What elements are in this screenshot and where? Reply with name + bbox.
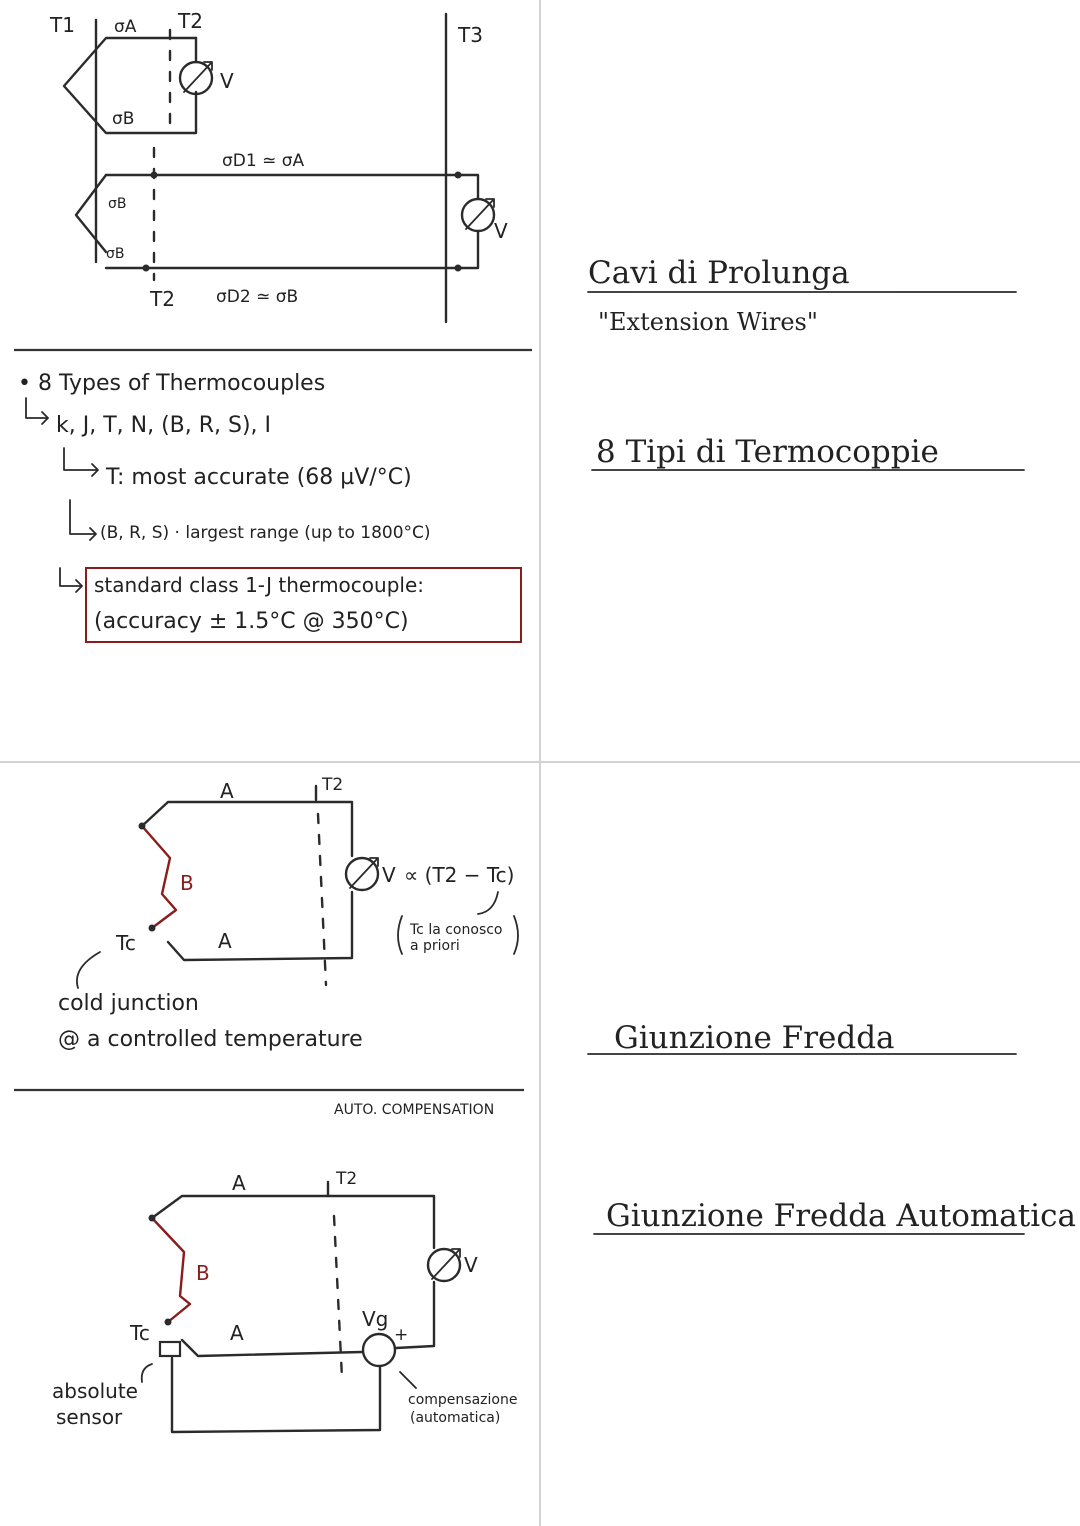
arrow-icon-3	[70, 500, 96, 540]
wire-a-bottom-auto	[182, 1340, 362, 1356]
subtitle-extension-wires: "Extension Wires"	[598, 308, 818, 336]
wire-a-top	[142, 802, 352, 856]
label-t2-auto: T2	[336, 1169, 358, 1189]
caption-line-1: cold junction	[58, 991, 199, 1016]
relation-arrow-icon	[478, 892, 498, 914]
auto-compensation-diagram	[52, 1169, 517, 1432]
label-a-top-auto: A	[232, 1171, 246, 1195]
label-t1: T1	[50, 13, 75, 37]
thermocouple-types-notes	[18, 371, 521, 642]
label-meter: V	[382, 863, 396, 887]
label-meter-top: V	[220, 69, 234, 93]
label-left-a: σB	[108, 196, 127, 212]
label-relation: ∝ (T2 − Tc)	[404, 863, 515, 887]
label-t2: T2	[322, 775, 344, 795]
label-a-bottom: A	[218, 929, 232, 953]
sensor-pointer	[142, 1364, 152, 1382]
note-line-2: a priori	[410, 938, 460, 954]
label-wire-top: σD1 ≃ σA	[222, 151, 305, 171]
caption-line-2: @ a controlled temperature	[58, 1027, 363, 1052]
note-line-1: Tc la conosco	[410, 922, 503, 938]
wire-b-auto	[152, 1218, 190, 1322]
label-a-top: A	[220, 779, 234, 803]
sensor-line-1: absolute	[52, 1379, 138, 1403]
label-wire-bottom: σD2 ≃ σB	[216, 287, 299, 307]
boxed-line-2: (accuracy ± 1.5°C @ 350°C)	[94, 609, 409, 634]
title-cold-junction: Giunzione Fredda	[614, 1020, 895, 1056]
types-line-1: • 8 Types of Thermocouples	[18, 371, 326, 396]
arrow-icon-4	[60, 568, 82, 592]
label-sigma-a: σA	[114, 17, 137, 37]
absolute-sensor-icon	[160, 1342, 180, 1356]
label-t2-top: T2	[178, 9, 203, 33]
label-meter-right: V	[494, 219, 508, 243]
label-meter-auto: V	[464, 1253, 478, 1277]
extension-wires-diagram	[49, 9, 508, 322]
compensation-pointer	[400, 1372, 416, 1388]
wire-a-top-auto	[152, 1196, 434, 1248]
label-plus: +	[394, 1325, 409, 1345]
label-t3: T3	[458, 23, 483, 47]
types-line-4: (B, R, S) · largest range (up to 1800°C)	[100, 523, 431, 543]
label-vg: Vg	[362, 1307, 389, 1331]
types-line-2: k, J, T, N, (B, R, S), I	[56, 413, 272, 438]
meter-right-lead-bottom	[462, 232, 478, 268]
thermocouple-bottom-junction	[76, 175, 106, 252]
label-a-bottom-auto: A	[230, 1321, 244, 1345]
title-auto-compensation: Giunzione Fredda Automatica	[606, 1198, 1076, 1234]
comp-line-2: (automatica)	[410, 1410, 501, 1426]
boxed-line-1: standard class 1-J thermocouple:	[94, 573, 424, 597]
compensation-source-icon	[363, 1334, 395, 1366]
label-b-auto: B	[196, 1261, 210, 1285]
types-line-3: T: most accurate (68 µV/°C)	[106, 465, 412, 490]
label-b: B	[180, 871, 194, 895]
meter-right-lead-top	[462, 175, 478, 198]
auto-compensation-header: AUTO. COMPENSATION	[334, 1102, 495, 1118]
label-tc: Tc	[116, 931, 136, 955]
title-extension-wires: Cavi di Prolunga	[588, 255, 850, 291]
arrow-icon-2	[64, 448, 98, 476]
sensor-loop-wire	[172, 1358, 380, 1432]
arrow-icon-1	[26, 398, 48, 424]
title-thermocouple-types: 8 Tipi di Termocoppie	[596, 434, 939, 470]
sensor-line-2: sensor	[56, 1405, 123, 1429]
label-tc-auto: Tc	[130, 1321, 150, 1345]
label-left-b: σB	[106, 246, 125, 262]
cold-junction-diagram	[58, 775, 518, 1052]
wire-b	[142, 826, 176, 928]
label-sigma-b: σB	[112, 109, 135, 129]
label-t2-bottom: T2	[150, 287, 175, 311]
comp-line-1: compensazione	[408, 1392, 518, 1408]
cold-junction-pointer	[77, 952, 100, 988]
